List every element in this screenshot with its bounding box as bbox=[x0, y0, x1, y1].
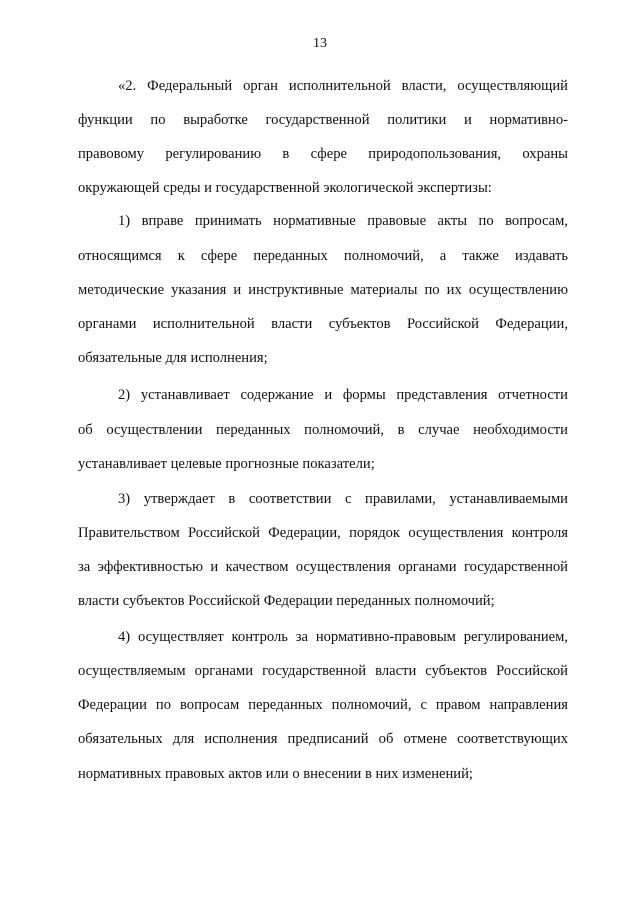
paragraph-line: правовому регулированию в сфере природопользования, охраны bbox=[78, 146, 568, 162]
paragraph-line: методические указания и инструктивные материалы по их осуществлению bbox=[78, 282, 568, 298]
paragraph-line: функции по выработке государственной политики и нормативно- bbox=[78, 112, 568, 128]
paragraph-line: Федерации по вопросам переданных полномочий, с правом направления bbox=[78, 697, 568, 713]
page-number: 13 bbox=[313, 36, 327, 51]
paragraph-line: устанавливает целевые прогнозные показатели; bbox=[78, 456, 375, 472]
paragraph-line: окружающей среды и государственной экологической экспертизы: bbox=[78, 180, 492, 196]
paragraph-line: относящимся к сфере переданных полномочий, а также издавать bbox=[78, 248, 568, 264]
paragraph-line: нормативных правовых актов или о внесении в них изменений; bbox=[78, 766, 473, 782]
paragraph-line: об осуществлении переданных полномочий, в случае необходимости bbox=[78, 422, 568, 438]
paragraph-line: Правительством Российской Федерации, порядок осуществления контроля bbox=[78, 525, 568, 541]
paragraph-line: 1) вправе принимать нормативные правовые акты по вопросам, bbox=[118, 213, 568, 229]
paragraph-line: осуществляемым органами государственной власти субъектов Российской bbox=[78, 663, 568, 679]
paragraph-line: органами исполнительной власти субъектов Российской Федерации, bbox=[78, 316, 568, 332]
paragraph-line: 3) утверждает в соответствии с правилами, устанавливаемыми bbox=[118, 491, 568, 507]
paragraph-line: обязательных для исполнения предписаний об отмене соответствующих bbox=[78, 731, 568, 747]
paragraph-line: «2. Федеральный орган исполнительной власти, осуществляющий bbox=[118, 78, 568, 94]
paragraph-line: за эффективностью и качеством осуществления органами государственной bbox=[78, 559, 568, 575]
paragraph-line: обязательные для исполнения; bbox=[78, 350, 268, 366]
paragraph-line: 2) устанавливает содержание и формы представления отчетности bbox=[118, 387, 568, 403]
paragraph-line: власти субъектов Российской Федерации переданных полномочий; bbox=[78, 593, 495, 609]
paragraph-line: 4) осуществляет контроль за нормативно-правовым регулированием, bbox=[118, 629, 568, 645]
